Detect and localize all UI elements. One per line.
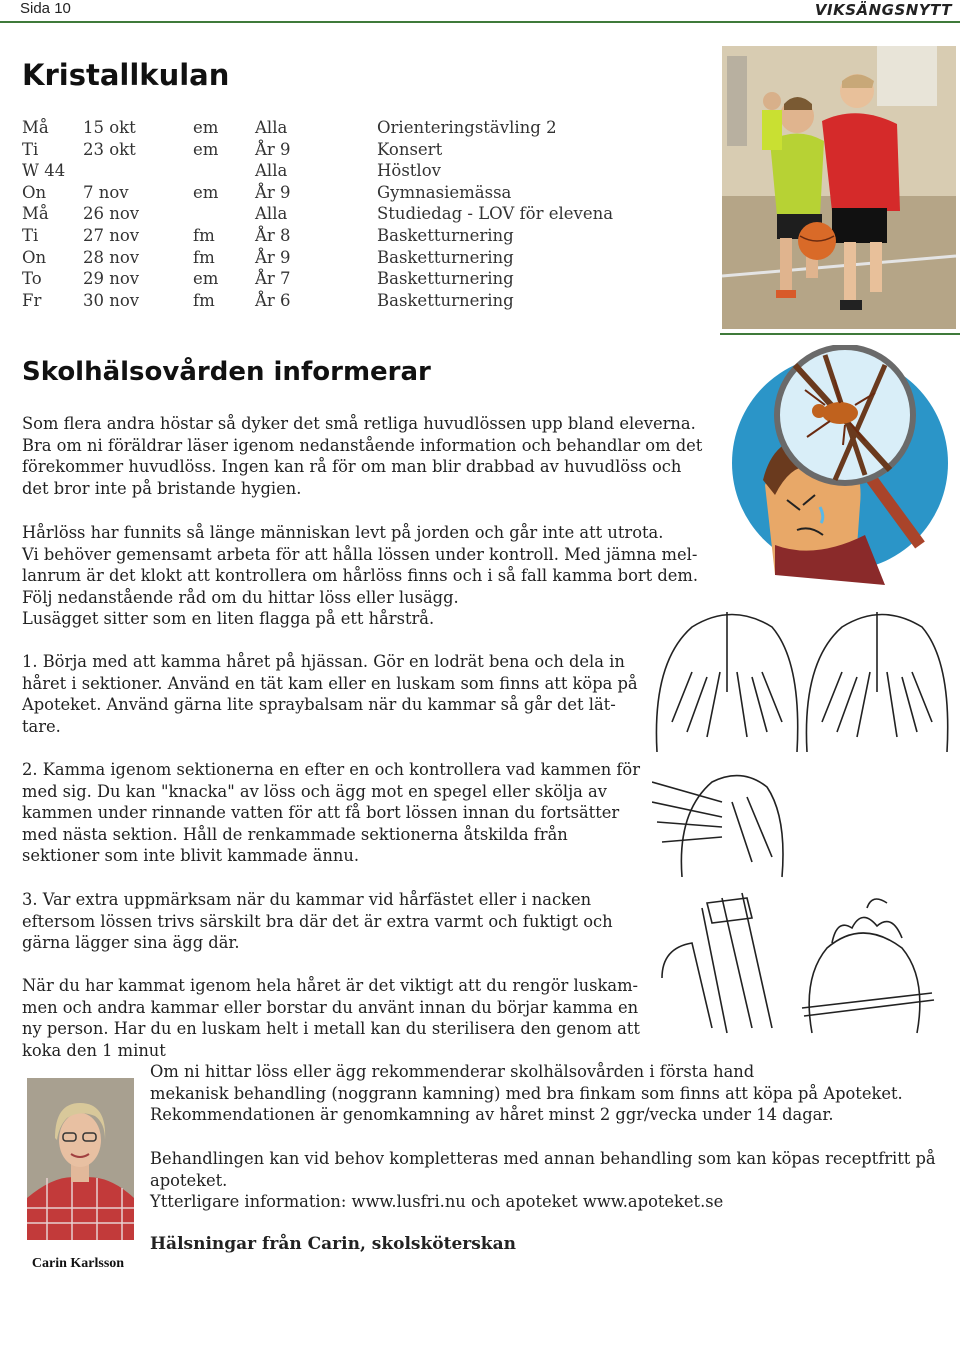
basketball-photo bbox=[722, 46, 956, 329]
schedule-date: 30 nov bbox=[83, 290, 140, 310]
schedule-event: Gymnasiemässa bbox=[377, 182, 512, 202]
schedule-time: fm bbox=[193, 225, 215, 245]
schedule-day: On bbox=[22, 182, 47, 202]
step-3-paragraph: 3. Var extra uppmärksam när du kammar vid hårfästet eller i nacken eftersom lössen trivs särskilt bra där det är extra varmt och fuktigt och gärna lägger sina ägg där. bbox=[22, 890, 613, 953]
schedule-event: Studiedag - LOV för elevena bbox=[377, 204, 614, 224]
lice-info-paragraph: Hårlöss har funnits så länge människan levt på jorden och går inte att utrota. Vi behöver gemensamt arbeta för att hålla lössen under kontroll. Med jämna mel- lanrum är det klokt att kontrollera om hårlöss finns och i så fall kamma bort dem. Följ nedanstående råd om du hittar löss eller lusägg. Lusägget sitter som en liten flagga på ett hårstrå. bbox=[22, 523, 699, 629]
intro-paragraph: Som flera andra höstar så dyker det små retliga huvudlössen upp bland eleverna. Bra om ni föräldrar läser igenom nedanstående information och behandlar om det förekommer huvudlöss. Ingen kan rå för om man blir drabbad av huvudlöss och det bror inte på bristande hygien. bbox=[22, 414, 703, 498]
schedule-group: Alla bbox=[255, 118, 288, 137]
section-title-kristallkulan: Kristallkulan bbox=[22, 58, 230, 92]
schedule-day: Fr bbox=[22, 290, 42, 310]
nurse-photo bbox=[27, 1078, 134, 1240]
schedule-day: To bbox=[22, 269, 42, 289]
schedule-time: em bbox=[193, 269, 219, 289]
section-separator bbox=[720, 333, 960, 335]
schedule-group: År 8 bbox=[255, 225, 291, 245]
schedule-group: Alla bbox=[255, 161, 288, 181]
schedule-day: Må bbox=[22, 118, 49, 137]
schedule-group: År 9 bbox=[255, 182, 291, 202]
schedule-group: År 9 bbox=[255, 139, 291, 159]
combing-sketch-3 bbox=[652, 888, 952, 1042]
signature: Hälsningar från Carin, skolsköterskan bbox=[150, 1234, 516, 1254]
step-2-paragraph: 2. Kamma igenom sektionerna en efter en och kontrollera vad kammen för med sig. Du kan "knacka" av löss och ägg mot en spegel eller skölja av kammen under rinnande vatten för att få bort lössen innan du fortsätter med nästa sektion. Håll de renkammade sektionerna åtskilda från sektioner som inte blivit kammade ännu. bbox=[22, 760, 641, 866]
schedule-date: 27 nov bbox=[83, 225, 140, 245]
cleaning-paragraph: När du har kammat igenom hela håret är det viktigt att du rengör luskam- men och andra kammar eller borstar du använt innan du börjar kamma en ny person. Har du en luskam helt i metall kan du sterilisera den genom att koka den 1 minut bbox=[22, 976, 640, 1060]
schedule-date: 28 nov bbox=[83, 247, 140, 267]
schedule-event: Orienteringstävling 2 bbox=[377, 118, 557, 137]
schedule-group: År 6 bbox=[255, 290, 291, 310]
schedule-day: Ti bbox=[22, 225, 39, 245]
schedule-time: fm bbox=[193, 247, 215, 267]
schedule-group: År 9 bbox=[255, 247, 291, 267]
section-title-skolhalsovarden: Skolhälsovården informerar bbox=[22, 357, 431, 387]
schedule-event: Höstlov bbox=[377, 161, 441, 181]
schedule-group: Alla bbox=[255, 204, 288, 224]
schedule-date: 26 nov bbox=[83, 204, 140, 224]
schedule-time: fm bbox=[193, 290, 215, 310]
step-1-paragraph: 1. Börja med att kamma håret på hjässan. Gör en lodrät bena och dela in håret i sektioner. Använd en tät kam eller en luskam som finns att köpa på Apoteket. Använd gärna lite spraybalsam när du kammar så går det lät- tare. bbox=[22, 652, 638, 736]
schedule-day: W 44 bbox=[22, 161, 66, 181]
schedule-date: 15 okt bbox=[83, 118, 136, 137]
magazine-title: VIKSÄNGSNYTT bbox=[814, 1, 952, 19]
schedule-day: On bbox=[22, 247, 47, 267]
treatment-paragraph: Behandlingen kan vid behov kompletteras med annan behandling som kan köpas receptfritt på apoteket. Ytterligare information: www.lusfri.nu och apoteket www.apoteket.se bbox=[150, 1149, 936, 1212]
schedule-time: em bbox=[193, 139, 219, 159]
schedule-time: em bbox=[193, 182, 219, 202]
recommendation-paragraph: Om ni hittar löss eller ägg rekommenderar skolhälsovården i första hand mekanisk behandling (noggrann kamning) med bra finkam som finns att köpa på Apoteket. Rekommendationen är genomkamning av håret minst 2 ggr/vecka under 14 dagar. bbox=[150, 1062, 903, 1125]
schedule-time: em bbox=[193, 118, 219, 137]
schedule-date: 23 okt bbox=[83, 139, 136, 159]
magnifying-glass-illustration bbox=[715, 345, 960, 585]
schedule-event: Basketturnering bbox=[377, 225, 514, 245]
schedule-event: Basketturnering bbox=[377, 290, 514, 310]
schedule-date: 7 nov bbox=[83, 182, 129, 202]
combing-sketch-1 bbox=[652, 602, 952, 761]
photo-caption: Carin Karlsson bbox=[31, 1256, 125, 1271]
schedule-event: Basketturnering bbox=[377, 247, 514, 267]
schedule-event: Basketturnering bbox=[377, 269, 514, 289]
schedule-group: År 7 bbox=[255, 269, 291, 289]
page-number: Sida 10 bbox=[20, 0, 71, 17]
schedule-day: Må bbox=[22, 204, 49, 224]
combing-sketch-2 bbox=[652, 762, 792, 886]
header-rule bbox=[0, 21, 960, 23]
schedule-event: Konsert bbox=[377, 139, 443, 159]
schedule-day: Ti bbox=[22, 139, 39, 159]
schedule-date: 29 nov bbox=[83, 269, 140, 289]
